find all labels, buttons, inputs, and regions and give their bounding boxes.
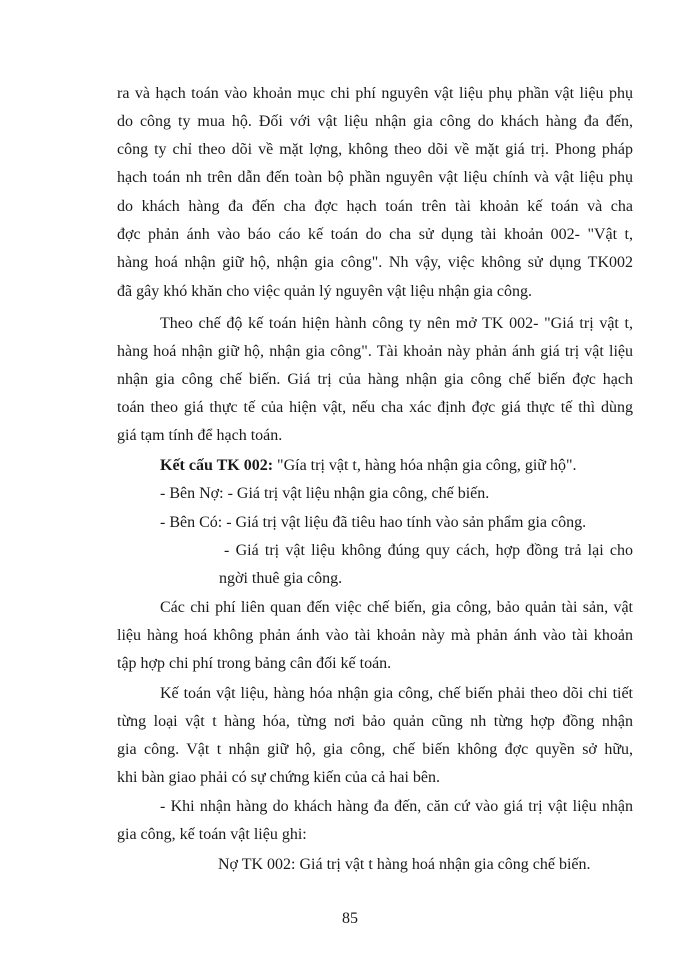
text-line: đã gây khó khăn cho việc quản lý nguyên vật liệu nhận gia công. xyxy=(117,283,532,300)
page-number: 85 xyxy=(342,910,358,927)
text-line: Các chi phí liên quan đến việc chế biến, gia công, bảo quản tài sản, vật xyxy=(160,599,633,616)
text-line: hàng hoá nhận giữ hộ, nhận gia công". Tài khoản này phản ánh giá trị vật liệu xyxy=(117,343,633,360)
text-line: từng loại vật t hàng hóa, từng nơi bảo quản cũng nh từng hợp đồng nhận xyxy=(117,713,633,730)
text-line: ra và hạch toán vào khoản mục chi phí nguyên vật liệu phụ phần vật liệu phụ xyxy=(117,85,633,102)
credit-side-item-cont: ngời thuê gia công. xyxy=(219,570,343,587)
text-line: toán theo giá thực tế của hiện vật, nếu cha xác định đợc giá thực tế thì dùng xyxy=(117,399,633,416)
text-line: giá tạm tính để hạch toán. xyxy=(117,427,283,444)
credit-side-line: - Bên Có: - Giá trị vật liệu đã tiêu hao tính vào sản phẩm gia công. xyxy=(160,514,587,531)
entry-line: Nợ TK 002: Giá trị vật t hàng hoá nhận gia công chế biến. xyxy=(218,856,591,873)
text-line: đợc phản ánh vào báo cáo kế toán do cha sử dụng tài khoản 002- "Vật t, xyxy=(117,226,633,243)
text-line: - Khi nhận hàng do khách hàng đa đến, căn cứ vào giá trị vật liệu nhận xyxy=(160,798,633,815)
text-line: nhận gia công chế biến. Giá trị của hàng nhận gia công chế biến đợc hạch xyxy=(117,371,633,388)
text-line: hàng hoá nhận giữ hộ, nhận gia công". Nh vậy, việc không sử dụng TK002 xyxy=(117,254,633,271)
text-line: tập hợp chi phí trong bảng cân đối kế toán. xyxy=(117,655,392,672)
text-line: Kế toán vật liệu, hàng hóa nhận gia công, chế biến phải theo dõi chi tiết xyxy=(160,685,633,702)
structure-heading: Kết cấu TK 002: xyxy=(160,457,274,474)
text-line: liệu hàng hoá không phản ánh vào tài khoản này mà phản ánh vào tài khoản xyxy=(117,627,633,644)
debit-side-line: - Bên Nợ: - Giá trị vật liệu nhận gia công, chế biến. xyxy=(160,485,490,502)
text-line: gia công. Vật t nhận giữ hộ, gia công, chế biến không đợc quyền sở hữu, xyxy=(117,741,633,758)
structure-heading-title: "Gía trị vật t, hàng hóa nhận gia công, giữ hộ". xyxy=(277,457,577,474)
credit-side-item: - Giá trị vật liệu không đúng quy cách, hợp đồng trả lại cho xyxy=(224,542,633,559)
text-line: khi bàn giao phải có sự chứng kiến của cả hai bên. xyxy=(117,769,441,786)
structure-heading-line xyxy=(160,456,576,476)
text-line: công ty chỉ theo dõi về mặt lợng, không theo dõi về mặt giá trị. Phong pháp xyxy=(117,141,633,158)
text-line: Theo chế độ kế toán hiện hành công ty nên mở TK 002- "Giá trị vật t, xyxy=(160,315,633,332)
text-line: do công ty mua hộ. Đối với vật liệu nhận gia công do khách hàng đa đến, xyxy=(117,113,633,130)
text-line: gia công, kế toán vật liệu ghi: xyxy=(117,826,307,843)
text-line: hạch toán nh trên dẫn đến toàn bộ phần nguyên vật liệu chính và vật liệu phụ xyxy=(117,169,633,186)
text-line: do khách hàng đa đến cha đợc hạch toán trên tài khoản kế toán và cha xyxy=(117,198,633,215)
